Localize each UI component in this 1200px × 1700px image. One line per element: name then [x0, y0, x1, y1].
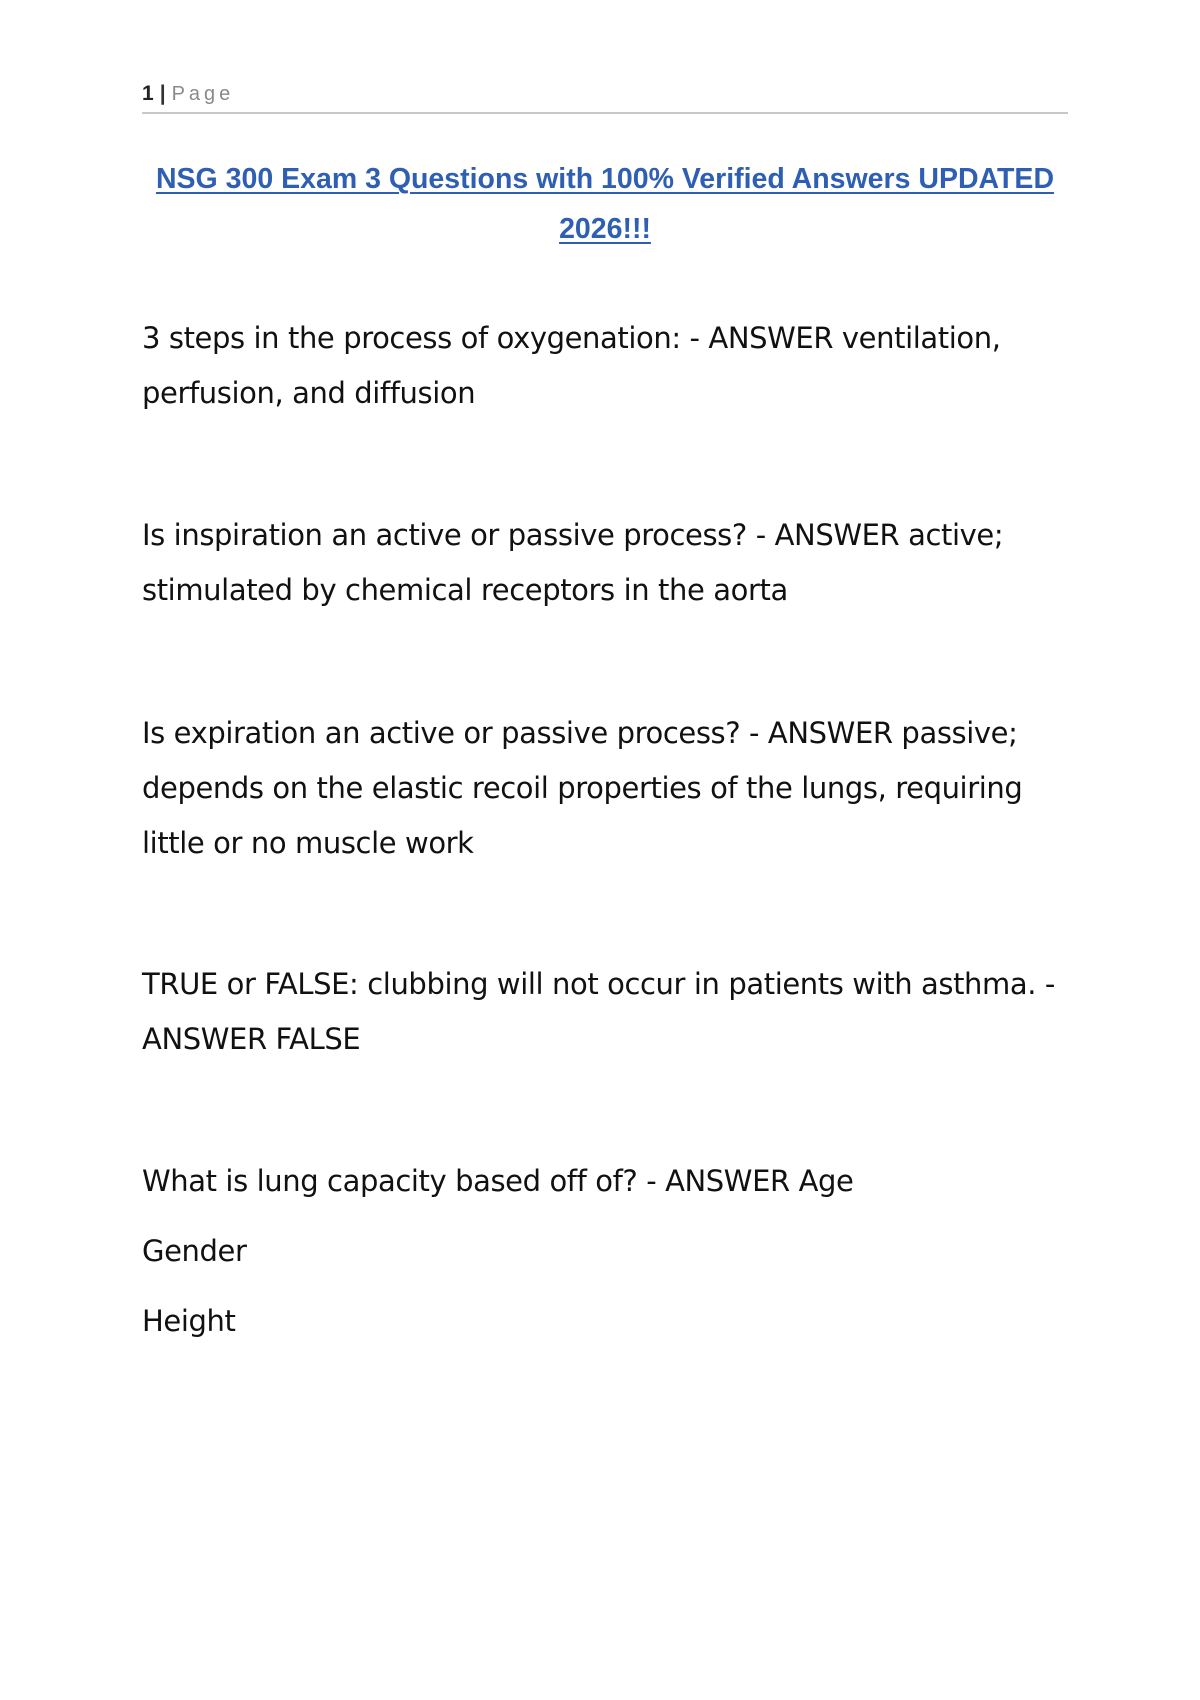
qa-item-1	[142, 311, 1068, 421]
page-number: 1	[142, 82, 154, 105]
page-separator: |	[159, 82, 166, 105]
page-header	[142, 82, 1068, 114]
qa-answer-line: Gender	[142, 1234, 247, 1268]
qa-item-2	[142, 508, 1068, 618]
qa-text: Is inspiration an active or passive process? - ANSWER active; stimulated by chemical receptors in the aorta	[142, 518, 1004, 607]
qa-text: 3 steps in the process of oxygenation: - ANSWER ventilation, perfusion, and diffusion	[142, 321, 1001, 410]
qa-item-3	[142, 706, 1068, 871]
qa-text: TRUE or FALSE: clubbing will not occur in patients with asthma. - ANSWER FALSE	[142, 967, 1055, 1056]
qa-text: Is expiration an active or passive process? - ANSWER passive; depends on the elastic recoil properties of the lungs, requiring little or no muscle work	[142, 716, 1023, 860]
qa-item-4	[142, 957, 1068, 1067]
qa-answer-line: Height	[142, 1304, 236, 1338]
document-title: NSG 300 Exam 3 Questions with 100% Verified Answers UPDATED 2026!!!	[155, 163, 1055, 245]
qa-item-5	[142, 1154, 1068, 1349]
qa-text: What is lung capacity based off of? - ANSWER Age	[142, 1164, 854, 1198]
page-label: Page	[171, 83, 235, 105]
